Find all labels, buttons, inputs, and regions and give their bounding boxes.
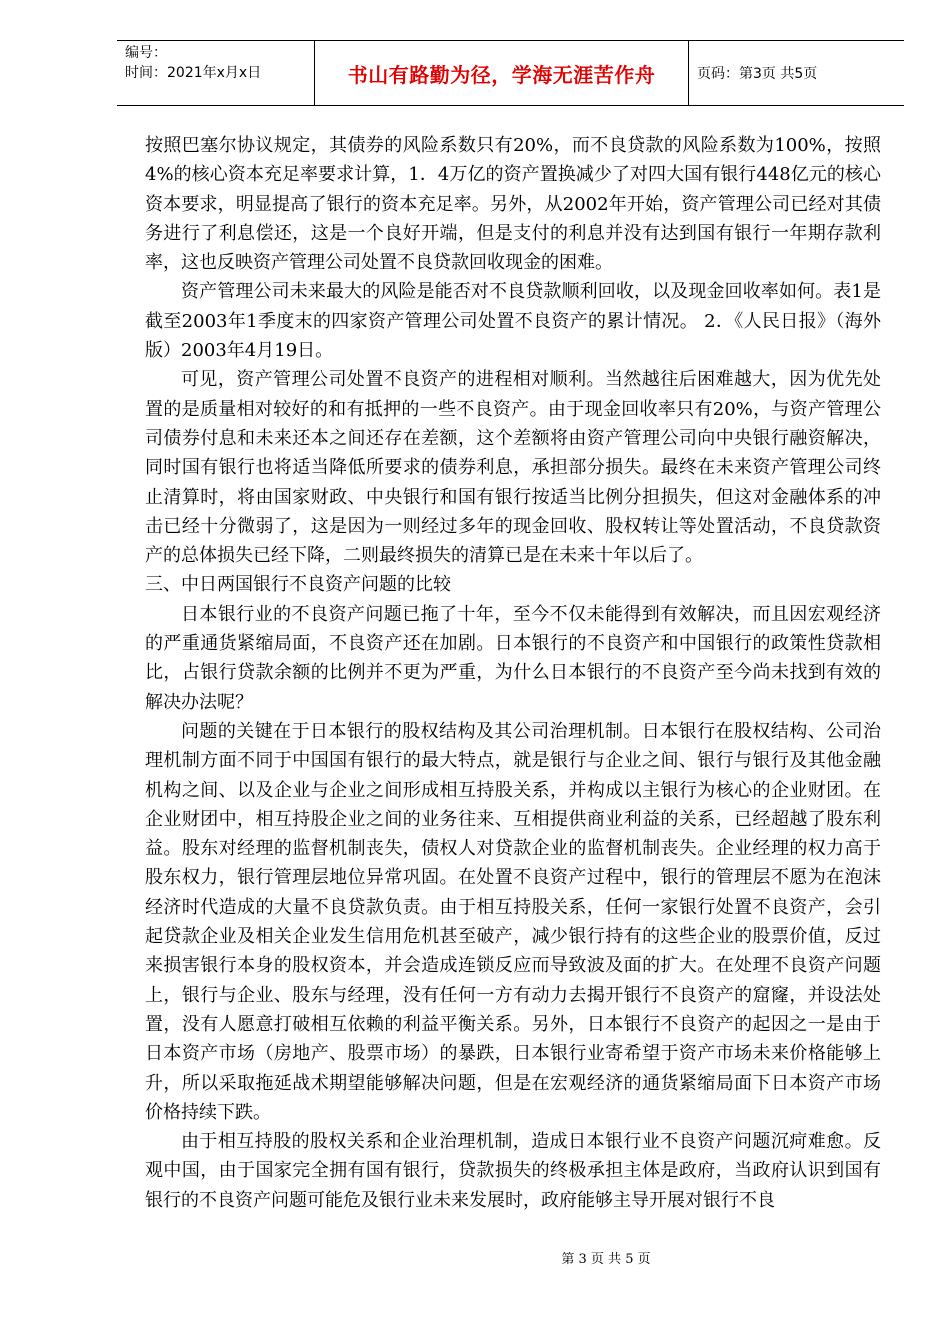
page-header [117, 40, 904, 106]
paragraph: 问题的关键在于日本银行的股权结构及其公司治理机制。日本银行在股权结构、公司治理机制方面不同于中国国有银行的最大特点，就是银行与企业之间、银行与银行及其他金融机构之间、以及企业与企业之间形成相互持股关系，并构成以主银行为核心的企业财团。在企业财团中，相互持股企业之间的业务往来、互相提供商业利益的关系，已经超越了股东利益。股东对经理的监督机制丧失，债权人对贷款企业的监督机制丧失。企业经理的权力高于股东权力，银行管理层地位异常巩固。在处置不良资产过程中，银行的管理层不愿为在泡沫经济时代造成的大量不良贷款负责。由于相互持股关系，任何一家银行处置不良资产，会引起贷款企业及相关企业发生信用危机甚至破产，减少银行持有的这些企业的股票价值，反过来损害银行本身的股权资本，并会造成连锁反应而导致波及面的扩大。在处理不良资产问题上，银行与企业、股东与经理，没有任何一方有动力去揭开银行不良资产的窟窿，并设法处置，没有人愿意打破相互依赖的利益平衡关系。另外，日本银行不良资产的起因之一是由于日本资产市场（房地产、股票市场）的暴跌，日本银行业寄希望于资产市场未来价格能够上升，所以采取拖延战术期望能够解决问题，但是在宏观经济的通货紧缩局面下日本资产市场价格持续下跌。 [145, 720, 881, 1123]
header-meta [117, 41, 315, 105]
paragraph: 可见，资产管理公司处置不良资产的进程相对顺利。当然越往后困难越大，因为优先处置的是质量相对较好的和有抵押的一些不良资产。由于现金回收率只有20%，与资产管理公司债券付息和未来还本之间还存在差额，这个差额将由资产管理公司向中央银行融资解决，同时国有银行也将适当降低所要求的债券利息，承担部分损失。最终在未来资产管理公司终止清算时，将由国家财政、中央银行和国有银行按适当比例分担损失，但这对金融体系的冲击已经十分微弱了，这是因为一则经过多年的现金回收、股权转让等处置活动，不良贷款资产的总体损失已经下降，二则最终损失的清算已是在未来十年以后了。 [145, 369, 881, 567]
paragraph: 按照巴塞尔协议规定，其债券的风险系数只有20%，而不良贷款的风险系数为100%，按照4%的核心资本充足率要求计算，1．4万亿的资产置换减少了对四大国有银行448亿元的核心资本要求，明显提高了银行的资本充足率。另外，从2002年开始，资产管理公司已经对其债务进行了利息偿还，这是一个良好开端，但是支付的利息并没有达到国有银行一年期存款利率，这也反映资产管理公司处置不良贷款回收现金的困难。 [145, 135, 882, 274]
header-motto: 书山有路勤为径，学海无涯苦作舟 [315, 41, 689, 105]
header-time-label: 时间：2021年x月x日 [125, 65, 262, 81]
page-footer [0, 1248, 950, 1267]
paragraph: 日本银行业的不良资产问题已拖了十年，至今不仅未能得到有效解决，而且因宏观经济的严重通货紧缩局面，不良资产还在加剧。日本银行的不良资产和中国银行的政策性贷款相比，占银行贷款余额的比例并不更为严重，为什么日本银行的不良资产至今尚未找到有效的解决办法呢？ [145, 603, 881, 713]
paragraph: 资产管理公司未来最大的风险是能否对不良贷款顺利回收，以及现金回收率如何。表1是截至2003年1季度末的四家资产管理公司处置不良资产的累计情况。 2．《人民日报》（海外版）2003年4月19日。 [145, 281, 881, 362]
header-number-label: 编号： [125, 45, 167, 61]
document-body [145, 131, 881, 1215]
section-heading: 三、中日两国银行不良资产问题的比较 [145, 574, 451, 596]
paragraph: 由于相互持股的股权关系和企业治理机制，造成日本银行业不良资产问题沉疴难愈。反观中国，由于国家完全拥有国有银行，贷款损失的终极承担主体是政府，当政府认识到国有银行的不良资产问题可能危及银行业未来发展时，政府能够主导开展对银行不良 [145, 1131, 881, 1211]
header-page-info: 页码：第3页 共5页 [697, 66, 818, 82]
footer-page-number: 第 3 页 共 5 页 [561, 1252, 651, 1267]
